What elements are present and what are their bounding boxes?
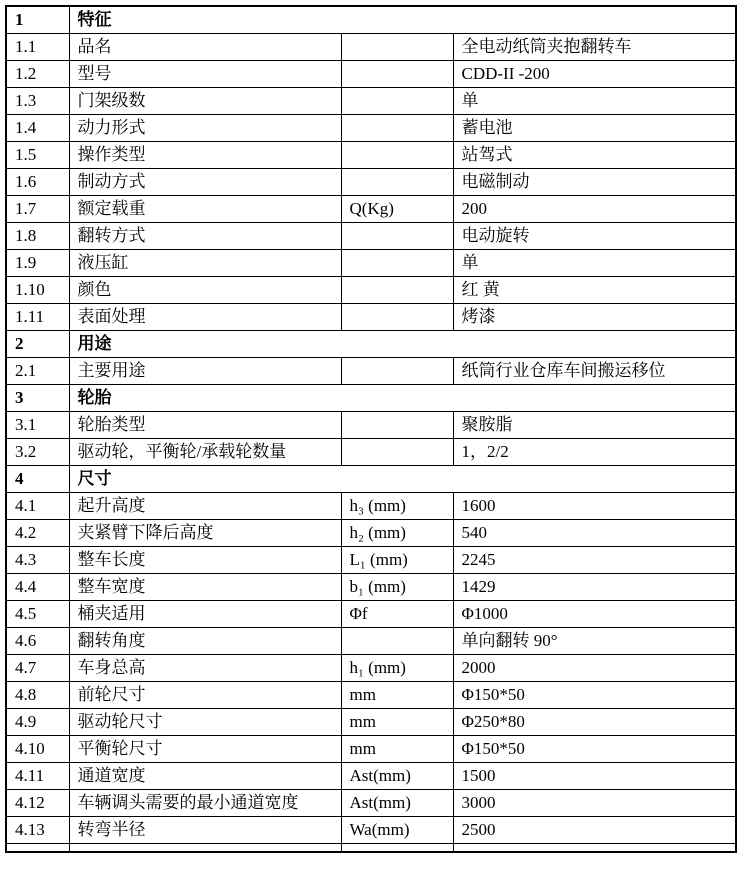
spec-label-cell: 液压缸 bbox=[69, 249, 341, 276]
row-number-cell: 4.5 bbox=[6, 600, 69, 627]
unit-cell: Φf bbox=[341, 600, 453, 627]
spec-label-cell: 整车宽度 bbox=[69, 573, 341, 600]
row-number-cell: 4.2 bbox=[6, 519, 69, 546]
spec-label-cell: 通道宽度 bbox=[69, 762, 341, 789]
unit-cell bbox=[341, 276, 453, 303]
spec-label-cell: 车辆调头需要的最小通道宽度 bbox=[69, 789, 341, 816]
spec-row bbox=[6, 654, 736, 681]
value-cell: 红 黄 bbox=[453, 276, 736, 303]
unit-cell: h₂ (mm) bbox=[341, 519, 453, 546]
partial-cell bbox=[69, 843, 341, 852]
value-cell: CDD-II -200 bbox=[453, 60, 736, 87]
unit-cell: mm bbox=[341, 708, 453, 735]
spec-label-cell: 颜色 bbox=[69, 276, 341, 303]
spec-label-cell: 主要用途 bbox=[69, 357, 341, 384]
unit-cell bbox=[341, 438, 453, 465]
spec-label-cell: 额定载重 bbox=[69, 195, 341, 222]
spec-row bbox=[6, 114, 736, 141]
partial-row bbox=[6, 843, 736, 852]
spec-label-cell: 前轮尺寸 bbox=[69, 681, 341, 708]
row-number-cell: 4.9 bbox=[6, 708, 69, 735]
spec-row bbox=[6, 708, 736, 735]
spec-label-cell: 平衡轮尺寸 bbox=[69, 735, 341, 762]
row-number-cell: 3.2 bbox=[6, 438, 69, 465]
row-number-cell: 4.6 bbox=[6, 627, 69, 654]
spec-label-cell: 翻转方式 bbox=[69, 222, 341, 249]
row-number-cell: 1.10 bbox=[6, 276, 69, 303]
spec-label-cell: 车身总高 bbox=[69, 654, 341, 681]
value-cell: 2500 bbox=[453, 816, 736, 843]
row-number-cell: 1.5 bbox=[6, 141, 69, 168]
spec-label-cell: 型号 bbox=[69, 60, 341, 87]
row-number-cell: 1.1 bbox=[6, 33, 69, 60]
unit-cell: L₁ (mm) bbox=[341, 546, 453, 573]
value-cell: 电动旋转 bbox=[453, 222, 736, 249]
unit-cell: mm bbox=[341, 681, 453, 708]
spec-row bbox=[6, 276, 736, 303]
value-cell: 200 bbox=[453, 195, 736, 222]
spec-label-cell: 轮胎类型 bbox=[69, 411, 341, 438]
value-cell: 1，2/2 bbox=[453, 438, 736, 465]
row-number-cell: 1.9 bbox=[6, 249, 69, 276]
value-cell: 电磁制动 bbox=[453, 168, 736, 195]
section-title-cell: 用途 bbox=[69, 330, 736, 357]
spec-label-cell: 桶夹适用 bbox=[69, 600, 341, 627]
value-cell: Φ1000 bbox=[453, 600, 736, 627]
row-number-cell: 4.1 bbox=[6, 492, 69, 519]
spec-row bbox=[6, 519, 736, 546]
value-cell: 烤漆 bbox=[453, 303, 736, 330]
spec-row bbox=[6, 762, 736, 789]
value-cell: 2245 bbox=[453, 546, 736, 573]
row-number-cell: 4.3 bbox=[6, 546, 69, 573]
unit-cell bbox=[341, 627, 453, 654]
row-number-cell: 1.6 bbox=[6, 168, 69, 195]
spec-row bbox=[6, 87, 736, 114]
spec-row bbox=[6, 492, 736, 519]
row-number-cell: 2.1 bbox=[6, 357, 69, 384]
value-cell: 3000 bbox=[453, 789, 736, 816]
unit-cell: Wa(mm) bbox=[341, 816, 453, 843]
spec-row bbox=[6, 249, 736, 276]
value-cell: 1600 bbox=[453, 492, 736, 519]
value-cell: Φ150*50 bbox=[453, 681, 736, 708]
unit-cell: Ast(mm) bbox=[341, 762, 453, 789]
spec-label-cell: 动力形式 bbox=[69, 114, 341, 141]
row-number-cell: 1.7 bbox=[6, 195, 69, 222]
spec-row bbox=[6, 735, 736, 762]
unit-cell: Ast(mm) bbox=[341, 789, 453, 816]
spec-row bbox=[6, 573, 736, 600]
unit-cell bbox=[341, 303, 453, 330]
spec-row bbox=[6, 438, 736, 465]
section-title-cell: 特征 bbox=[69, 6, 736, 33]
spec-row bbox=[6, 33, 736, 60]
unit-cell bbox=[341, 60, 453, 87]
value-cell: 540 bbox=[453, 519, 736, 546]
spec-row bbox=[6, 60, 736, 87]
spec-label-cell: 品名 bbox=[69, 33, 341, 60]
partial-cell bbox=[453, 843, 736, 852]
unit-cell bbox=[341, 141, 453, 168]
row-number-cell: 1.8 bbox=[6, 222, 69, 249]
value-cell: 单 bbox=[453, 87, 736, 114]
spec-label-cell: 表面处理 bbox=[69, 303, 341, 330]
row-number-cell: 4.7 bbox=[6, 654, 69, 681]
spec-row bbox=[6, 600, 736, 627]
spec-label-cell: 驱动轮，平衡轮/承载轮数量 bbox=[69, 438, 341, 465]
section-title-cell: 轮胎 bbox=[69, 384, 736, 411]
unit-cell bbox=[341, 33, 453, 60]
spec-table-body bbox=[6, 6, 736, 852]
value-cell: 单向翻转 90° bbox=[453, 627, 736, 654]
spec-row bbox=[6, 816, 736, 843]
section-title-cell: 尺寸 bbox=[69, 465, 736, 492]
spec-label-cell: 门架级数 bbox=[69, 87, 341, 114]
section-row bbox=[6, 6, 736, 33]
value-cell: 站驾式 bbox=[453, 141, 736, 168]
row-number-cell: 1.11 bbox=[6, 303, 69, 330]
spec-table bbox=[5, 5, 737, 853]
spec-label-cell: 操作类型 bbox=[69, 141, 341, 168]
unit-cell: h₃ (mm) bbox=[341, 492, 453, 519]
spec-label-cell: 制动方式 bbox=[69, 168, 341, 195]
spec-label-cell: 翻转角度 bbox=[69, 627, 341, 654]
row-number-cell: 4.13 bbox=[6, 816, 69, 843]
value-cell: 全电动纸筒夹抱翻转车 bbox=[453, 33, 736, 60]
row-number-cell: 1.3 bbox=[6, 87, 69, 114]
section-row bbox=[6, 384, 736, 411]
spec-label-cell: 驱动轮尺寸 bbox=[69, 708, 341, 735]
spec-label-cell: 整车长度 bbox=[69, 546, 341, 573]
section-number-cell: 1 bbox=[6, 6, 69, 33]
spec-row bbox=[6, 303, 736, 330]
value-cell: 纸筒行业仓库车间搬运移位 bbox=[453, 357, 736, 384]
unit-cell bbox=[341, 168, 453, 195]
section-number-cell: 4 bbox=[6, 465, 69, 492]
spec-row bbox=[6, 168, 736, 195]
unit-cell bbox=[341, 357, 453, 384]
section-row bbox=[6, 330, 736, 357]
spec-row bbox=[6, 789, 736, 816]
spec-row bbox=[6, 681, 736, 708]
section-row bbox=[6, 465, 736, 492]
unit-cell bbox=[341, 87, 453, 114]
unit-cell bbox=[341, 249, 453, 276]
row-number-cell: 1.2 bbox=[6, 60, 69, 87]
row-number-cell: 1.4 bbox=[6, 114, 69, 141]
section-number-cell: 2 bbox=[6, 330, 69, 357]
value-cell: 聚胺脂 bbox=[453, 411, 736, 438]
row-number-cell: 4.8 bbox=[6, 681, 69, 708]
value-cell: 蓄电池 bbox=[453, 114, 736, 141]
row-number-cell: 4.12 bbox=[6, 789, 69, 816]
partial-cell bbox=[341, 843, 453, 852]
spec-label-cell: 起升高度 bbox=[69, 492, 341, 519]
value-cell: 1429 bbox=[453, 573, 736, 600]
value-cell: 单 bbox=[453, 249, 736, 276]
unit-cell: Q(Kg) bbox=[341, 195, 453, 222]
value-cell: Φ150*50 bbox=[453, 735, 736, 762]
spec-row bbox=[6, 546, 736, 573]
value-cell: Φ250*80 bbox=[453, 708, 736, 735]
unit-cell bbox=[341, 114, 453, 141]
spec-label-cell: 夹紧臂下降后高度 bbox=[69, 519, 341, 546]
unit-cell bbox=[341, 411, 453, 438]
row-number-cell: 4.10 bbox=[6, 735, 69, 762]
spec-row bbox=[6, 411, 736, 438]
spec-row bbox=[6, 357, 736, 384]
row-number-cell: 4.4 bbox=[6, 573, 69, 600]
spec-row bbox=[6, 627, 736, 654]
value-cell: 2000 bbox=[453, 654, 736, 681]
spec-row bbox=[6, 141, 736, 168]
spec-row bbox=[6, 195, 736, 222]
partial-cell bbox=[6, 843, 69, 852]
unit-cell bbox=[341, 222, 453, 249]
value-cell: 1500 bbox=[453, 762, 736, 789]
row-number-cell: 4.11 bbox=[6, 762, 69, 789]
section-number-cell: 3 bbox=[6, 384, 69, 411]
spec-label-cell: 转弯半径 bbox=[69, 816, 341, 843]
row-number-cell: 3.1 bbox=[6, 411, 69, 438]
unit-cell: b₁ (mm) bbox=[341, 573, 453, 600]
unit-cell: h₁ (mm) bbox=[341, 654, 453, 681]
spec-row bbox=[6, 222, 736, 249]
unit-cell: mm bbox=[341, 735, 453, 762]
